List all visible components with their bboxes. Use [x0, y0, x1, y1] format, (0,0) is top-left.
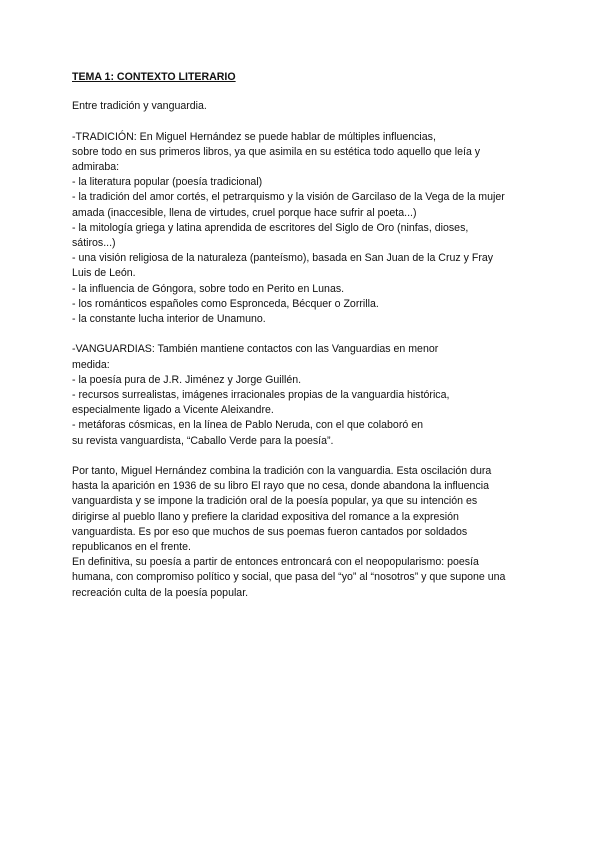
tradicion-line: sobre todo en sus primeros libros, ya que asimila en su estética todo aquello que leía y: [72, 145, 481, 158]
vanguardias-line: especialmente ligado a Vicente Aleixandre.: [72, 404, 274, 417]
tradicion-line: amada (inaccesible, llena de virtudes, cruel porque hace sufrir al poeta...): [72, 206, 417, 219]
paragraph-gap: [72, 114, 542, 129]
tradicion-line: sátiros...): [72, 237, 116, 250]
conclusion-line: En definitiva, su poesía a partir de entonces entroncará con el neopopularismo: poesía: [72, 556, 479, 569]
vanguardias-line: -VANGUARDIAS: También mantiene contactos con las Vanguardias en menor: [72, 343, 439, 356]
tradicion-line: - la literatura popular (poesía tradicional): [72, 176, 263, 189]
tradicion-line: - los románticos españoles como Espronceda, Bécquer o Zorrilla.: [72, 297, 379, 310]
vanguardias-section: [72, 342, 542, 448]
conclusion-section: [72, 464, 542, 601]
conclusion-line: republicanos en el frente.: [72, 541, 191, 554]
vanguardias-line: - recursos surrealistas, imágenes irracionales propias de la vanguardia histórica,: [72, 389, 450, 402]
vanguardias-line: - metáforas cósmicas, en la línea de Pablo Neruda, con el que colaboró en: [72, 419, 423, 432]
document-title: TEMA 1: CONTEXTO LITERARIO: [72, 71, 236, 83]
conclusion-line: vanguardista. Es por eso que muchos de sus poemas fueron cantados por soldados: [72, 525, 468, 538]
conclusion-line: humana, con compromiso político y social, que pasa del “yo” al “nosotros” y que supone una: [72, 571, 506, 584]
tradicion-line: - la constante lucha interior de Unamuno.: [72, 313, 266, 326]
conclusion-line: recreación culta de la poesía popular.: [72, 586, 249, 599]
tradicion-line: - una visión religiosa de la naturaleza (panteísmo), basada en San Juan de la Cruz y Fray: [72, 252, 494, 265]
conclusion-line: hasta la aparición en 1936 de su libro El rayo que no cesa, donde abandona la influencia: [72, 480, 489, 493]
conclusion-line: Por tanto, Miguel Hernández combina la tradición con la vanguardia. Esta oscilación dura: [72, 465, 492, 478]
paragraph-gap: [72, 327, 542, 342]
conclusion-line: vanguardista y se impone la tradición oral de la poesía popular, ya que su intención es: [72, 495, 478, 508]
tradicion-line: - la tradición del amor cortés, el petrarquismo y la visión de Garcilaso de la Vega de la mujer: [72, 191, 505, 204]
conclusion-line: dirigirse al pueblo llano y prefiere la claridad expositiva del romance a la expresión: [72, 510, 459, 523]
tradicion-line: admiraba:: [72, 161, 120, 173]
document-body: [72, 70, 542, 601]
paragraph-gap: [72, 449, 542, 464]
document-subtitle: Entre tradición y vanguardia.: [72, 100, 207, 113]
tradicion-line: -TRADICIÓN: En Miguel Hernández se puede hablar de múltiples influencias,: [72, 130, 436, 143]
tradicion-section: [72, 130, 542, 328]
vanguardias-line: su revista vanguardista, “Caballo Verde para la poesía”.: [72, 434, 334, 447]
tradicion-line: - la influencia de Góngora, sobre todo en Perito en Lunas.: [72, 282, 345, 295]
vanguardias-line: - la poesía pura de J.R. Jiménez y Jorge Guillén.: [72, 373, 302, 386]
vanguardias-line: medida:: [72, 358, 110, 371]
tradicion-line: - la mitología griega y latina aprendida de escritores del Siglo de Oro (ninfas, dioses,: [72, 221, 469, 234]
tradicion-line: Luis de León.: [72, 267, 136, 280]
